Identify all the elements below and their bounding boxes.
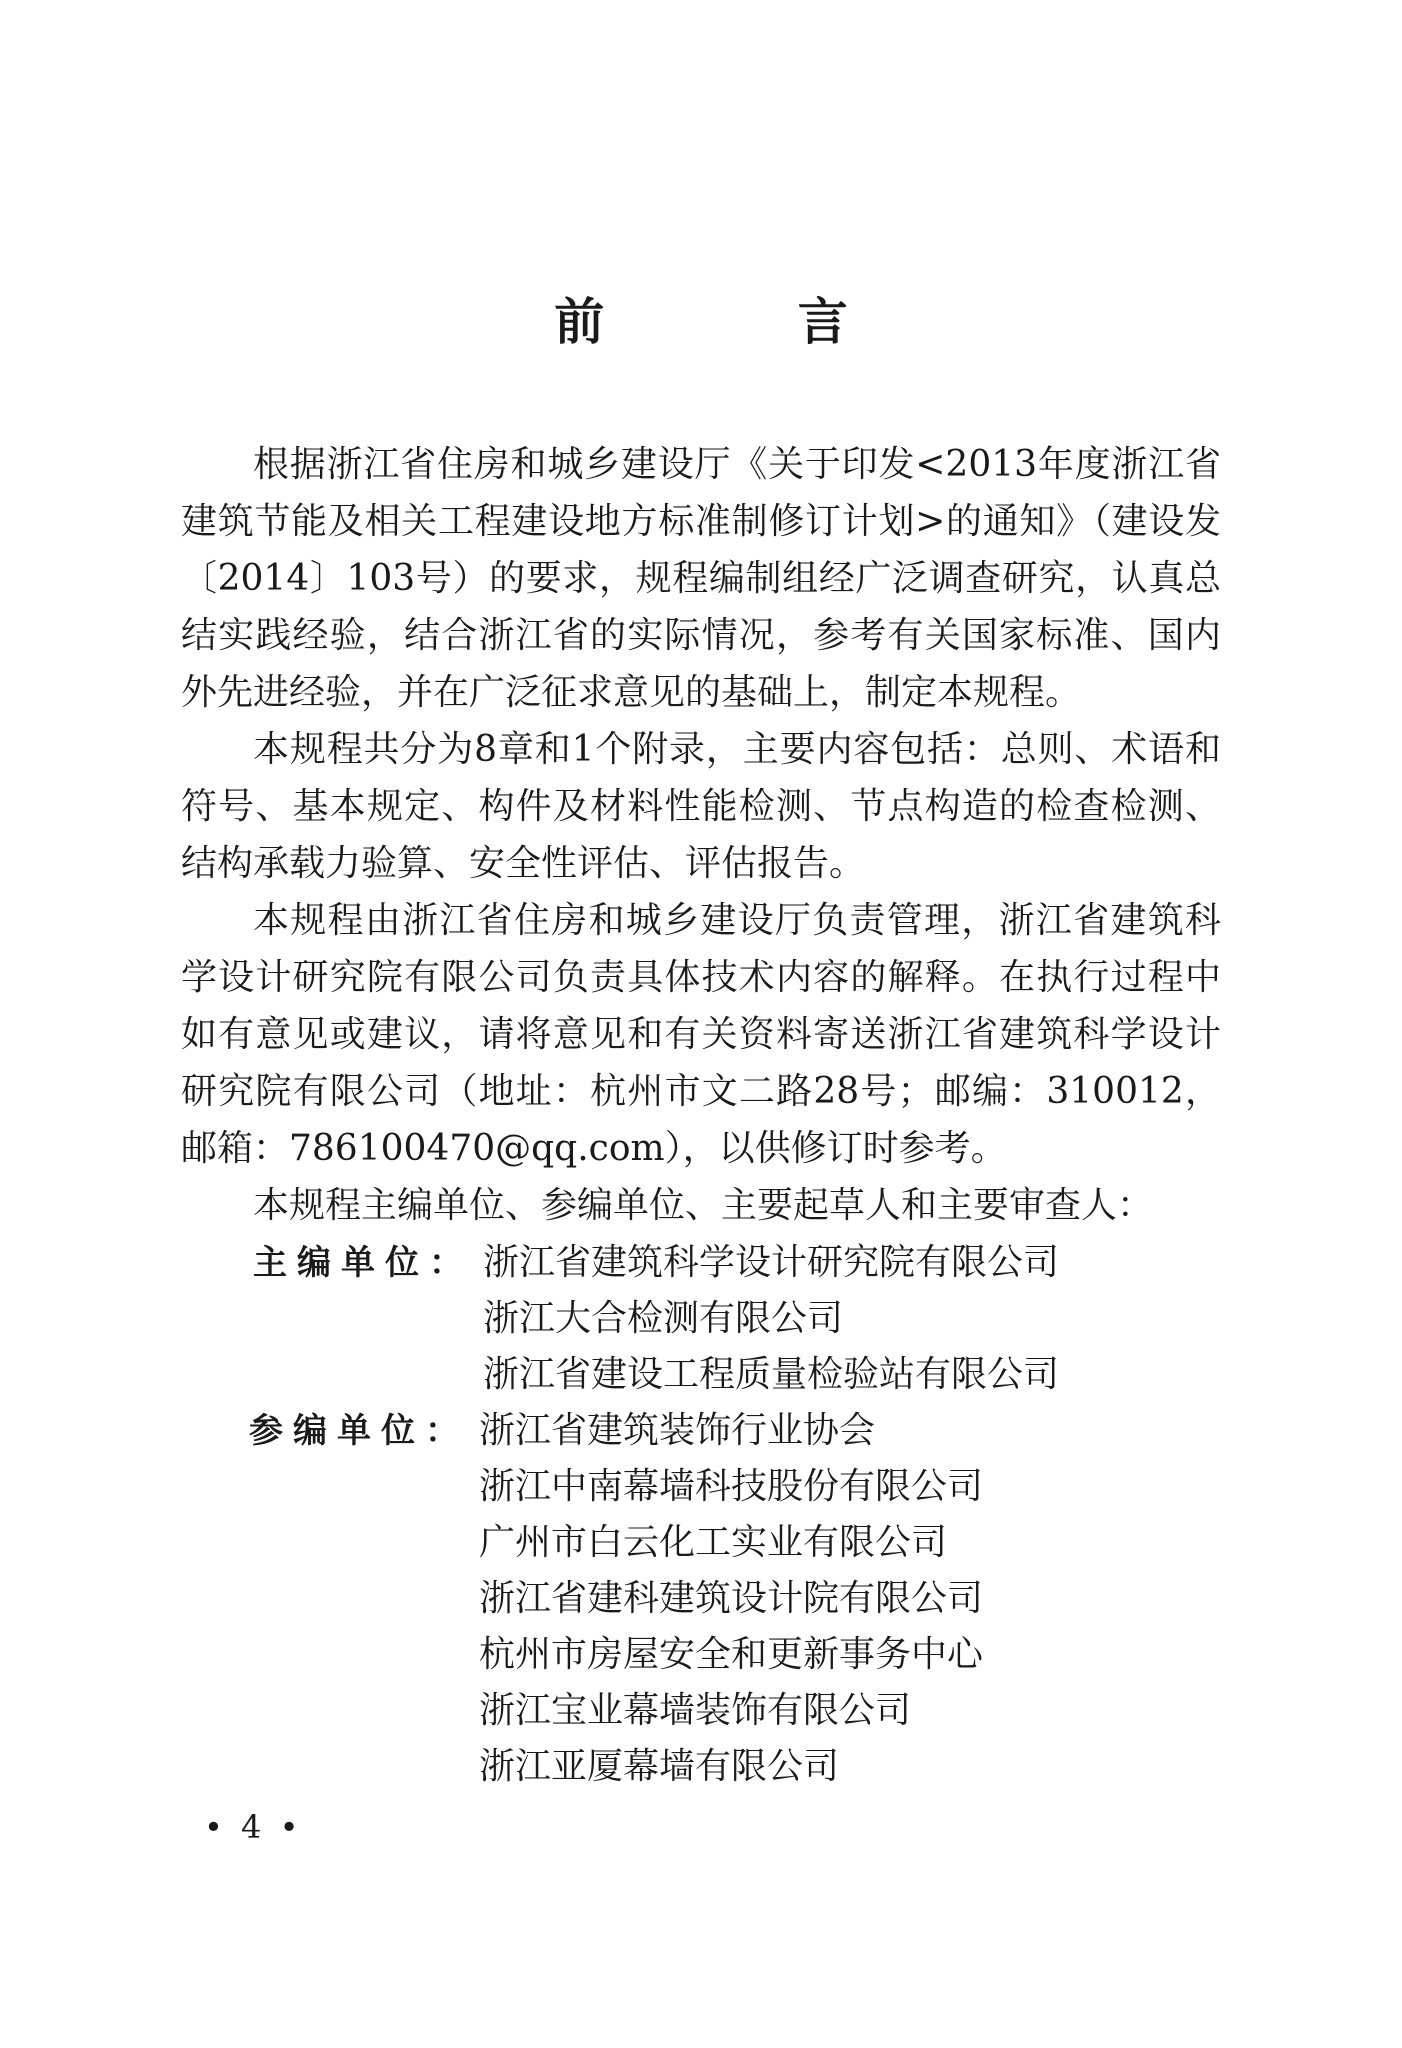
page-number: • 4 •: [204, 1808, 303, 1846]
co-unit-row: [181, 1514, 1221, 1570]
co-unit-name: 广州市白云化工实业有限公司: [479, 1522, 948, 1563]
co-unit-row: [181, 1402, 1221, 1458]
co-unit-row: [181, 1458, 1221, 1514]
co-unit-name: 浙江省建筑装饰行业协会: [479, 1410, 876, 1451]
co-unit-row: [181, 1626, 1221, 1682]
co-units-label: 参编单位：: [249, 1411, 469, 1451]
co-unit-name: 杭州市房屋安全和更新事务中心: [479, 1634, 984, 1675]
co-unit-name: 浙江宝业幕墙装饰有限公司: [479, 1690, 912, 1731]
units-intro: 本规程主编单位、参编单位、主要起草人和主要审查人：: [253, 1185, 1154, 1226]
main-units-block: [181, 1234, 1221, 1402]
main-unit-row: [181, 1290, 1221, 1346]
co-units-block: [181, 1402, 1221, 1794]
page-title: 前 言: [554, 292, 936, 351]
main-unit-row: [181, 1346, 1221, 1402]
co-unit-name: 浙江省建科建筑设计院有限公司: [479, 1578, 984, 1619]
co-unit-name: 浙江亚厦幕墙有限公司: [479, 1746, 840, 1787]
co-unit-row: [181, 1570, 1221, 1626]
preface-body: [181, 436, 1221, 1794]
main-unit-row: [181, 1234, 1221, 1290]
co-unit-row: [181, 1682, 1221, 1738]
main-units-label: 主编单位：: [253, 1243, 473, 1283]
main-unit-name: 浙江省建筑科学设计研究院有限公司: [483, 1242, 1060, 1283]
paragraph-contents: 本规程共分为8章和1个附录，主要内容包括：总则、术语和符号、基本规定、构件及材料性能检测、节点构造的检查检测、结构承载力验算、安全性评估、评估报告。: [181, 729, 1221, 884]
main-unit-name: 浙江大合检测有限公司: [483, 1298, 844, 1339]
co-unit-name: 浙江中南幕墙科技股份有限公司: [479, 1466, 984, 1507]
co-unit-row: [181, 1738, 1221, 1794]
paragraph-management: 本规程由浙江省住房和城乡建设厅负责管理，浙江省建筑科学设计研究院有限公司负责具体技术内容的解释。在执行过程中如有意见或建议，请将意见和有关资料寄送浙江省建筑科学设计研究院有限公司（地址：杭州市文二路28号；邮编：310012，邮箱：786100470@qq.com），以供修订时参考。: [181, 900, 1221, 1169]
paragraph-background: 根据浙江省住房和城乡建设厅《关于印发<2013年度浙江省建筑节能及相关工程建设地方标准制修订计划>的通知》（建设发〔2014〕103号）的要求，规程编制组经广泛调查研究，认真总结实践经验，结合浙江省的实际情况，参考有关国家标准、国内外先进经验，并在广泛征求意见的基础上，制定本规程。: [181, 444, 1221, 713]
main-unit-name: 浙江省建设工程质量检验站有限公司: [483, 1354, 1060, 1395]
